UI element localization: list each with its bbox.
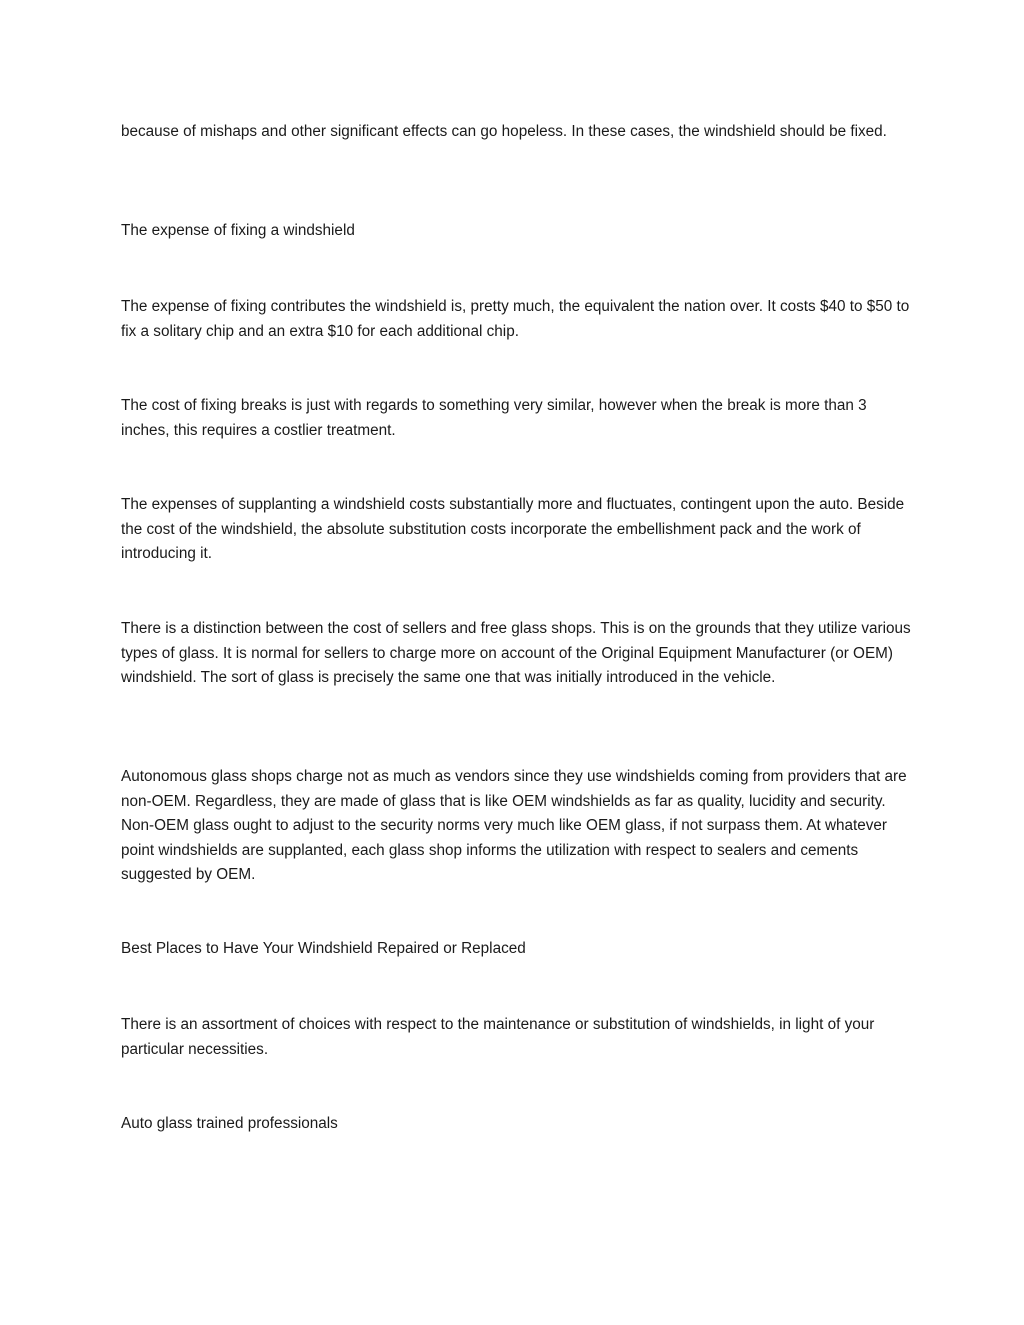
paragraph-choices: There is an assortment of choices with respect to the maintenance or substitution of windshields, in light of your particular necessities. [121,1016,875,1058]
section-heading-best-places: Best Places to Have Your Windshield Repaired or Replaced [121,940,526,957]
paragraph-break-cost: The cost of fixing breaks is just with regards to something very similar, however when the break is more than 3 inches, this requires a costlier treatment. [121,397,867,439]
section-heading-auto-glass: Auto glass trained professionals [121,1115,338,1132]
paragraph-independent-shops: Autonomous glass shops charge not as much as vendors since they use windshields coming from providers that are non-OEM. Regardless, they are made of glass that is like OEM windshields as far as quality, lucidity and security. Non-OEM glass ought to adjust to the security norms very much like OEM glass, if not surpass them. At whatever point windshields are supplanted, each glass shop informs the utilization with respect to sealers and cements suggested by OEM. [121,768,907,883]
paragraph-intro: because of mishaps and other significant effects can go hopeless. In these cases, the windshield should be fixed. [121,123,887,140]
paragraph-replacement-cost: The expenses of supplanting a windshield costs substantially more and fluctuates, contingent upon the auto. Beside the cost of the windshield, the absolute substitution costs incorporate the embellishment pack and the work of introducing it. [121,496,905,562]
section-heading-cost: The expense of fixing a windshield [121,222,355,239]
paragraph-chip-cost: The expense of fixing contributes the windshield is, pretty much, the equivalent the nation over. It costs $40 to $50 to fix a solitary chip and an extra $10 for each additional chip. [121,298,910,340]
paragraph-sellers-vs-shops: There is a distinction between the cost of sellers and free glass shops. This is on the grounds that they utilize various types of glass. It is normal for sellers to charge more on account of the Original Equipment Manufacturer (or OEM) windshield. The sort of glass is precisely the same one that was initially introduced in the vehicle. [121,620,911,686]
